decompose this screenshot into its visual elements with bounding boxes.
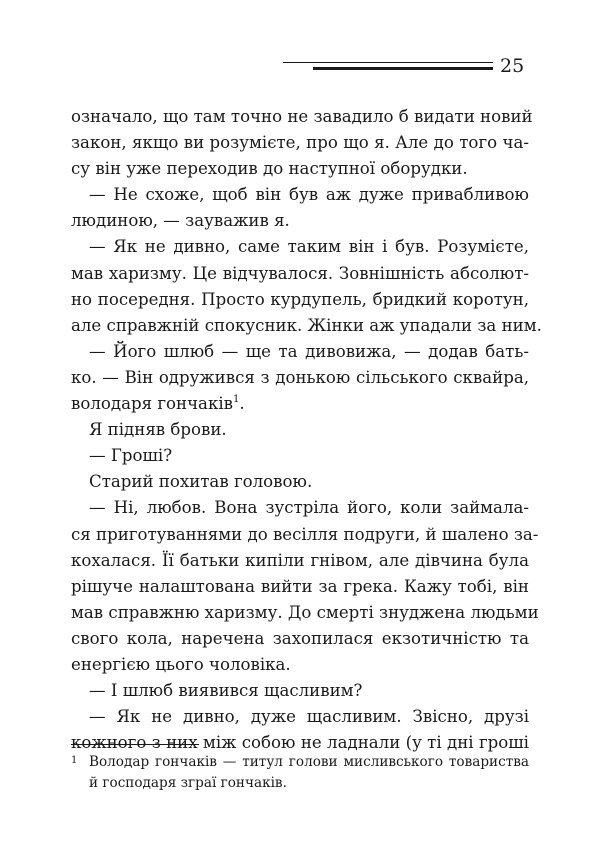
page-number: 25 bbox=[500, 55, 525, 77]
text-line: — Його шлюб — ще та дивовижа, — додав бать- bbox=[89, 341, 529, 361]
text-line: рішуче налаштована вийти за грека. Кажу тобі, він bbox=[71, 576, 529, 596]
footnote-line: й господаря зграї гончаків. bbox=[89, 775, 287, 791]
text-line: мав справжню харизму. До смерті знуджена людьми bbox=[71, 602, 539, 622]
text-line: — Ні, любов. Вона зустріла його, коли займала- bbox=[89, 498, 529, 518]
text-line: ся приготуваннями до весілля подруги, й шалено за- bbox=[71, 524, 539, 544]
text-line: ко. — Він одружився з донькою сільського сквайра, bbox=[71, 367, 529, 387]
text-line: означало, що там точно не завадило б видати новий bbox=[71, 107, 533, 126]
text-line-content: володаря гончаків bbox=[71, 394, 233, 414]
text-line-tail: . bbox=[239, 394, 245, 414]
footnote-line: Володар гончаків — титул голови мисливського товариства bbox=[89, 754, 529, 770]
text-line: закон, якщо ви розумієте, про що я. Але до того ча- bbox=[71, 133, 529, 153]
text-line: мав харизму. Це відчувалося. Зовнішність абсолют- bbox=[71, 263, 529, 283]
header-rule-thick bbox=[313, 67, 493, 70]
text-line: Я підняв брови. bbox=[89, 420, 227, 440]
text-line: — Гроші? bbox=[89, 446, 173, 466]
text-line: — Не схоже, щоб він був аж дуже привабливою bbox=[89, 185, 529, 205]
text-line: але справжній спокусник. Жінки аж упадали за ним. bbox=[71, 315, 542, 335]
text-line: — Як не дивно, дуже щасливим. Звісно, друзі bbox=[89, 707, 529, 727]
text-line: Старий похитав головою. bbox=[89, 472, 313, 492]
footnote-marker: 1 bbox=[71, 755, 78, 766]
footnote-reference: 1 bbox=[232, 394, 240, 406]
text-line: енергією цього чоловіка. bbox=[71, 654, 291, 674]
body-text bbox=[71, 104, 542, 756]
header-rule-thin bbox=[283, 62, 493, 63]
text-line: су він уже переходив до наступної оборудки. bbox=[71, 159, 468, 179]
text-line bbox=[71, 391, 529, 417]
text-line: кожного з них між собою не ладнали (у ті дні гроші bbox=[71, 733, 529, 753]
text-line: но посередня. Просто курдупель, бридкий коротун, bbox=[71, 289, 529, 309]
text-line: кохалася. Її батьки кипіли гнівом, але дівчина була bbox=[71, 550, 529, 570]
text-line: людиною, — зауважив я. bbox=[71, 211, 290, 231]
text-line: — І шлюб виявився щасливим? bbox=[89, 681, 363, 701]
text-line: — Як не дивно, саме таким він і був. Розумієте, bbox=[89, 237, 529, 257]
footnote-rule bbox=[71, 744, 199, 745]
text-line: свого кола, наречена захопилася екзотичністю та bbox=[71, 628, 529, 648]
footnote bbox=[71, 752, 529, 794]
